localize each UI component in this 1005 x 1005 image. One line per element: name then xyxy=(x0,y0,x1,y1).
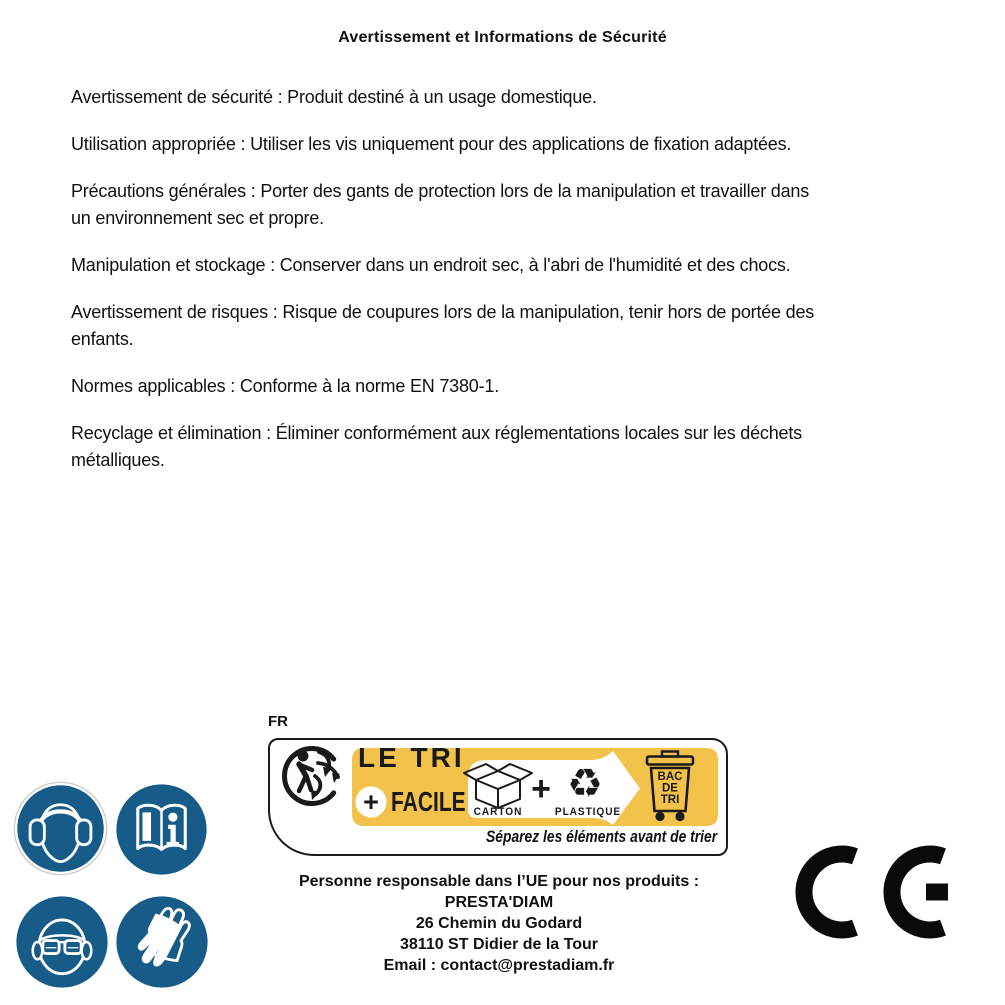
carton-label: CARTON xyxy=(473,806,523,818)
contact-email: Email : contact@prestadiam.fr xyxy=(383,957,615,974)
ce-marking-icon xyxy=(795,842,959,951)
company-name: PRESTA'DIAM xyxy=(444,894,554,911)
body-line: Manipulation et stockage : Conserver dans un endroit sec, à l'abri de l'humidité et des chocs. xyxy=(71,255,791,275)
letri-label: LE TRI xyxy=(358,742,465,773)
infotri-recycling-logo xyxy=(268,738,728,856)
paragraph-appropriate-use xyxy=(71,131,951,158)
body-line: Recyclage et élimination : Éliminer conformément aux réglementations locales sur les déchets xyxy=(71,423,802,443)
wear-protective-gloves-icon xyxy=(114,894,210,990)
letri-plus-sign: + xyxy=(363,787,379,817)
plastique-label: PLASTIQUE xyxy=(554,806,622,818)
address-street: 26 Chemin du Godard xyxy=(415,915,583,932)
materials-plus-sign: + xyxy=(531,770,551,808)
paragraph-general-precautions xyxy=(71,178,951,232)
body-text xyxy=(71,84,951,494)
facile-label: FACILE xyxy=(391,786,466,817)
page-title: Avertissement et Informations de Sécurité xyxy=(338,29,667,46)
body-line: enfants. xyxy=(71,329,134,349)
body-line: Précautions générales : Porter des gants de protection lors de la manipulation et travailler dans xyxy=(71,181,810,201)
paragraph-safety-warning xyxy=(71,84,951,111)
paragraph-applicable-standards xyxy=(71,373,951,400)
responsible-intro: Personne responsable dans l’UE pour nos produits : xyxy=(298,873,700,890)
body-line: Avertissement de risques : Risque de coupures lors de la manipulation, tenir hors de portée des xyxy=(71,302,815,322)
sorting-instruction: Séparez les éléments avant de trier xyxy=(485,828,717,846)
body-line: Normes applicables : Conforme à la norme EN 7380-1. xyxy=(71,376,500,396)
plastic-recycling-icon: ♻ xyxy=(567,762,603,806)
body-line: Utilisation appropriée : Utiliser les vis uniquement pour des applications de fixation adaptées. xyxy=(71,134,792,154)
read-instruction-manual-icon xyxy=(114,782,209,877)
bin-label-line1: BAC xyxy=(657,771,683,783)
address-city: 38110 ST Didier de la Tour xyxy=(400,936,598,953)
body-line: un environnement sec et propre. xyxy=(71,208,324,228)
paragraph-recycling-disposal xyxy=(71,420,951,474)
bin-label-line2: DE xyxy=(662,782,678,795)
body-line: Avertissement de sécurité : Produit destiné à un usage domestique. xyxy=(71,87,597,107)
wear-ear-protection-icon xyxy=(13,781,108,876)
country-code-label: FR xyxy=(268,713,288,730)
responsible-person-block xyxy=(268,871,730,976)
paragraph-handling-storage xyxy=(71,252,951,279)
triman-icon xyxy=(285,749,340,804)
paragraph-risk-warning xyxy=(71,299,951,353)
bin-label-line3: TRI xyxy=(660,794,680,806)
body-line: métalliques. xyxy=(71,450,165,470)
wear-eye-protection-icon xyxy=(14,894,110,990)
